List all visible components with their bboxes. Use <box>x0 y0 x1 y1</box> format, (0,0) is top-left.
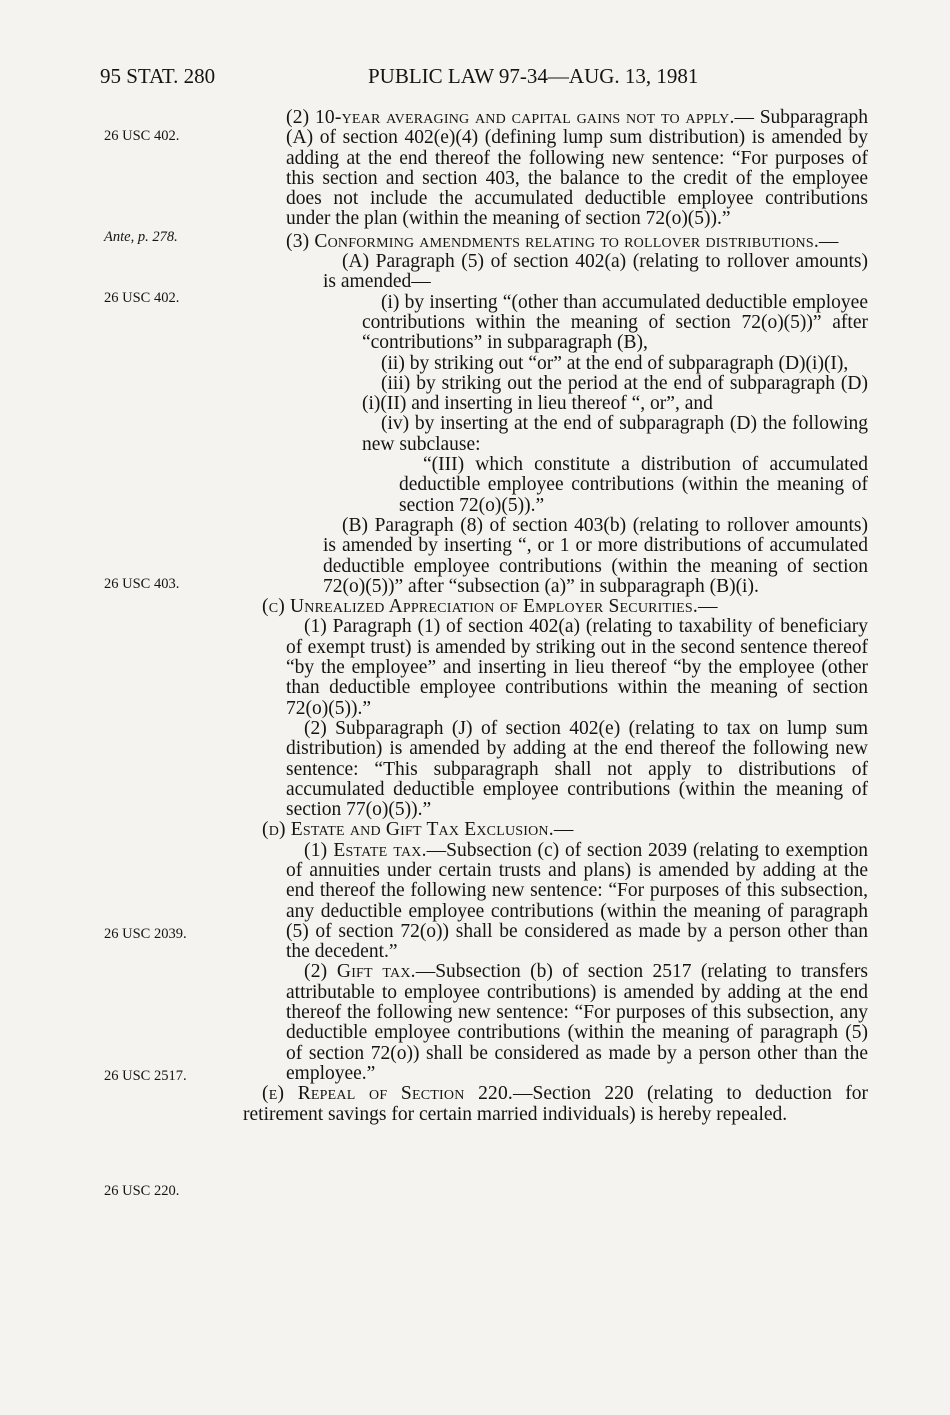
subclause-iii: “(III) which constitute a distribution of accumulated deductible employee contributions (within the meaning of section 72(o)(5)).” <box>399 454 868 516</box>
margin-note: 26 USC 403. <box>104 576 180 592</box>
subsection-c-paragraph-2: (2) Subparagraph (J) of section 402(e) (relating to tax on lump sum distribution) is amended by adding at the end thereof the following new sentence: “This subparagraph shall not apply to distributions of accumulated deductible employee contributions (within the meaning of section 77(o)(5)).” <box>286 717 868 821</box>
margin-note: 26 USC 2039. <box>104 926 187 942</box>
clause-iii: (iii) by striking out the period at the end of subparagraph (D)(i)(II) and inserting in lieu thereof “, or”, and <box>362 372 868 415</box>
margin-note: 26 USC 220. <box>104 1183 180 1199</box>
margin-note: 26 USC 2517. <box>104 1068 187 1084</box>
page-reference: 95 STAT. 280 <box>100 64 216 88</box>
clause-iv: (iv) by inserting at the end of subparagraph (D) the following new subclause: <box>362 413 868 455</box>
subsection-d-paragraph-1: (1) Estate tax.—Subsection (c) of section 2039 (relating to exemption of annuities under certain trusts and plans) is amended by adding at the end thereof the following new sentence: “For purposes of this subsection, any deductible employee contributions (within the meaning of paragraph (5) of section 72(o)) shall be considered as made by a person other than the decedent.” <box>286 839 868 963</box>
statute-text <box>243 108 868 1125</box>
subsection-d-paragraph-2: (2) Gift tax.—Subsection (b) of section 2517 (relating to transfers attributable to employee contributions) is amended by adding at the end thereof the following new sentence: “For purposes of this subsection, any deductible employee contributions (within the meaning of paragraph (5) of section 72(o)) shall be considered as made by a person other than the employee.” <box>286 961 868 1084</box>
margin-note: 26 USC 402. <box>104 128 180 144</box>
subsection-d-heading: (d) Estate and Gift Tax Exclusion.— <box>262 819 574 841</box>
paragraph-3-heading: (3) Conforming amendments relating to rollover distributions.— <box>286 230 839 252</box>
subparagraph-b: (B) Paragraph (8) of section 403(b) (relating to rollover amounts) is amended by inserting “, or 1 or more distributions of accumulated deductible employee contributions (within the meaning of section 72(o)(5))” after “subsection (a)” in subparagraph (B)(i). <box>323 514 868 597</box>
subsection-c-heading: (c) Unrealized Appreciation of Employer Securities.— <box>262 596 718 618</box>
subsection-e: (e) Repeal of Section 220.—Section 220 (relating to deduction for retirement savings for certain married individuals) is hereby repealed. <box>243 1083 868 1125</box>
margin-note: 26 USC 402. <box>104 290 180 306</box>
subparagraph-a: (A) Paragraph (5) of section 402(a) (relating to rollover amounts) is amended— <box>323 251 868 293</box>
paragraph-2: (2) 10-year averaging and capital gains not to apply.— Subparagraph (A) of section 402(e)(4) (defining lump sum distribution) is amended by adding at the end thereof the following new sentence: “For purposes of this section and section 403, the balance to the credit of the employee does not include the accumulated deductible employee contributions under the plan (within the meaning of section 72(o)(5)).” <box>286 107 868 230</box>
margin-note-ante: Ante, p. 278. <box>104 229 178 245</box>
clause-ii: (ii) by striking out “or” at the end of subparagraph (D)(i)(I), <box>381 352 849 374</box>
page-title: PUBLIC LAW 97-34—AUG. 13, 1981 <box>368 64 699 88</box>
clause-i: (i) by inserting “(other than accumulated deductible employee contributions within the meaning of section 72(o)(5))” after “contributions” in subparagraph (B), <box>362 291 868 354</box>
subsection-c-paragraph-1: (1) Paragraph (1) of section 402(a) (relating to taxability of beneficiary of exempt trust) is amended by striking out in the second sentence thereof “by the employee” and inserting in lieu thereof “by the employee (other than deductible employee contributions within the meaning of section 72(o)(5)).” <box>286 616 868 719</box>
